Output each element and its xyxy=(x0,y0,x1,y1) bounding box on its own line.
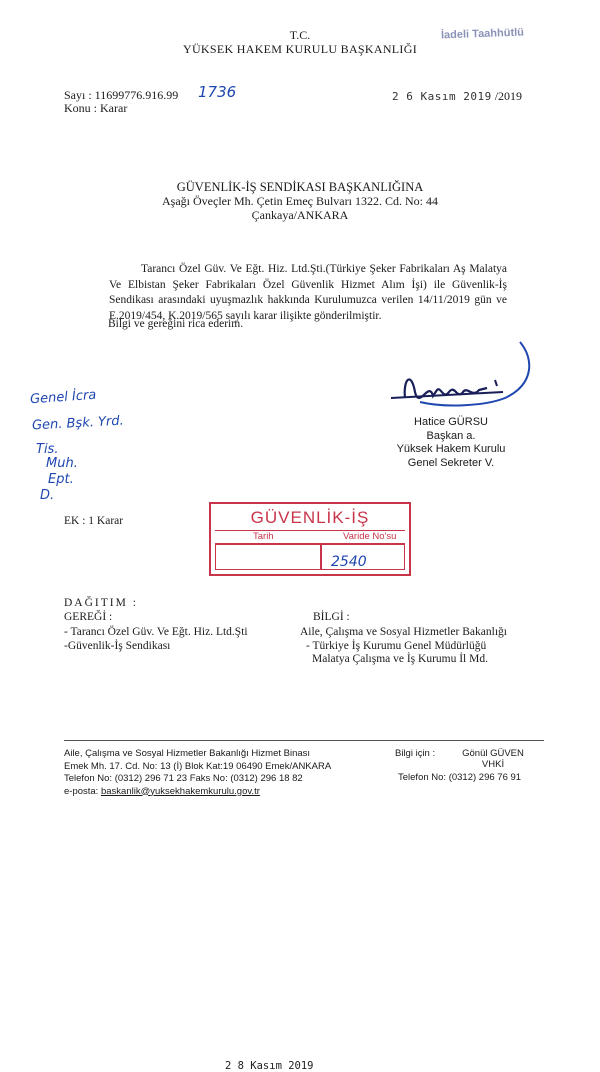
receipt-stamp-title: GÜVENLİK-İŞ xyxy=(250,508,370,527)
info-recipient: Malatya Çalışma ve İş Kurumu İl Md. xyxy=(312,653,488,665)
attachment-row xyxy=(64,515,123,527)
receipt-stamp-date-cell xyxy=(215,544,321,570)
footer-phone: Telefon No: (0312) 296 71 23 Faks No: (0312) 296 18 82 xyxy=(64,773,303,784)
footer-email-link[interactable]: baskanlik@yuksekhakemkurulu.gov.tr xyxy=(100,785,260,797)
distribution-heading: DAĞITIM : xyxy=(64,597,138,609)
handwritten-note: Genel İcra xyxy=(29,387,97,408)
recipient-city: Çankaya/ANKARA xyxy=(251,208,349,222)
reference-label: Sayı xyxy=(64,88,86,102)
handwritten-note: Gen. Bşk. Yrd. xyxy=(31,413,125,434)
info-recipient: - Türkiye İş Kurumu Genel Müdürlüğü xyxy=(306,639,487,652)
receipt-stamp-date-label: Tarih xyxy=(253,531,274,542)
info-recipient: Aile, Çalışma ve Sosyal Hizmetler Bakanlığı xyxy=(300,626,507,638)
handwritten-note: Ept. xyxy=(48,472,74,487)
receipt-stamp-date: 2 8 Kasım 2019 xyxy=(225,1060,314,1072)
recipient-address: Aşağı Öveçler Mh. Çetin Emeç Bulvarı 1322. Cd. No: 44 xyxy=(162,194,438,208)
receipt-stamp-number-label: Varide No'su xyxy=(343,531,397,542)
footer-address-1: Aile, Çalışma ve Sosyal Hizmetler Bakanlığı Hizmet Binası xyxy=(64,748,311,759)
footer-divider xyxy=(64,740,544,741)
footer-contact-phone: Telefon No: (0312) 296 76 91 xyxy=(398,772,522,783)
attachment-label: EK xyxy=(64,515,80,527)
footer-contact-title: VHKİ xyxy=(481,759,505,770)
action-label: GEREĞİ : xyxy=(64,611,113,623)
receipt-stamp-number: 2540 xyxy=(331,554,367,570)
footer-contact xyxy=(438,748,548,770)
action-recipient: -Güvenlik-İş Sendikası xyxy=(64,639,171,652)
info-label: BİLGİ : xyxy=(313,611,350,623)
signer-title-2: Yüksek Hakem Kurulu xyxy=(396,443,506,455)
attachment-value: : 1 Karar xyxy=(82,515,124,527)
footer-address-2: Emek Mh. 17. Cd. No: 13 (İ) Blok Kat:19 06490 Emek/ANKARA xyxy=(64,760,332,772)
subject-value: : Karar xyxy=(93,101,128,115)
action-recipient: - Tarancı Özel Güv. Ve Eğt. Hiz. Ltd.Şti xyxy=(64,626,248,638)
handwritten-note: Tis. xyxy=(36,442,59,457)
date-suffix: /2019 xyxy=(494,89,523,103)
receipt-stamp-header xyxy=(215,530,405,544)
footer-contact-name: Gönül GÜVEN xyxy=(462,748,524,759)
signer-title-3: Genel Sekreter V. xyxy=(407,456,495,469)
reference-value: : 11699776.916.99 xyxy=(88,88,179,102)
footer-email-row xyxy=(64,786,331,799)
handwritten-note: D. xyxy=(40,488,55,503)
body-paragraph: Tarancı Özel Güv. Ve Eğt. Hiz. Ltd.Şti.(Türkiye Şeker Fabrikaları Aş Malatya Ve Elbistan Şeker Fabrikaları Özel Güvenlik Hizmet Alım İşi) ile Güvenlik-İş Sendikası arasındaki uyuşmazlık hakkında Kurulumuzca verilen 14/11/2019 gün ve E.2019/454, K.2019/565 sayılı karar ilişikte gönderilmiştir. xyxy=(109,263,507,322)
date-stamp: 2 6 Kasım 2019 xyxy=(392,90,492,103)
signature-scribble xyxy=(385,340,545,420)
header-tc: T.C. xyxy=(289,28,311,42)
action-recipients xyxy=(64,626,248,653)
signer-title-1: Başkan a. xyxy=(426,429,476,442)
info-recipients xyxy=(300,626,507,667)
handwritten-reference: 1736 xyxy=(198,83,237,101)
recipient-name: GÜVENLİK-İŞ SENDİKASI BAŞKANLIĞINA xyxy=(176,180,424,194)
subject-row xyxy=(64,101,127,116)
signer-name: Hatice GÜRSU xyxy=(414,416,488,428)
subject-label: Konu xyxy=(64,101,91,115)
registered-mail-stamp: İadeli Taahhütlü xyxy=(440,26,525,42)
handwritten-note: Muh. xyxy=(46,456,78,471)
signature-block xyxy=(391,416,511,470)
receipt-stamp-cells xyxy=(215,544,405,570)
footer-info-label: Bilgi için : xyxy=(395,748,436,759)
letter-body xyxy=(109,262,507,324)
document-date xyxy=(392,89,522,104)
body-closing: Bilgi ve gereğini rica ederim. xyxy=(108,318,244,330)
footer-address xyxy=(64,748,331,798)
header-institution: YÜKSEK HAKEM KURULU BAŞKANLIĞI xyxy=(183,42,417,56)
footer-email-label: e-posta: xyxy=(64,785,99,797)
